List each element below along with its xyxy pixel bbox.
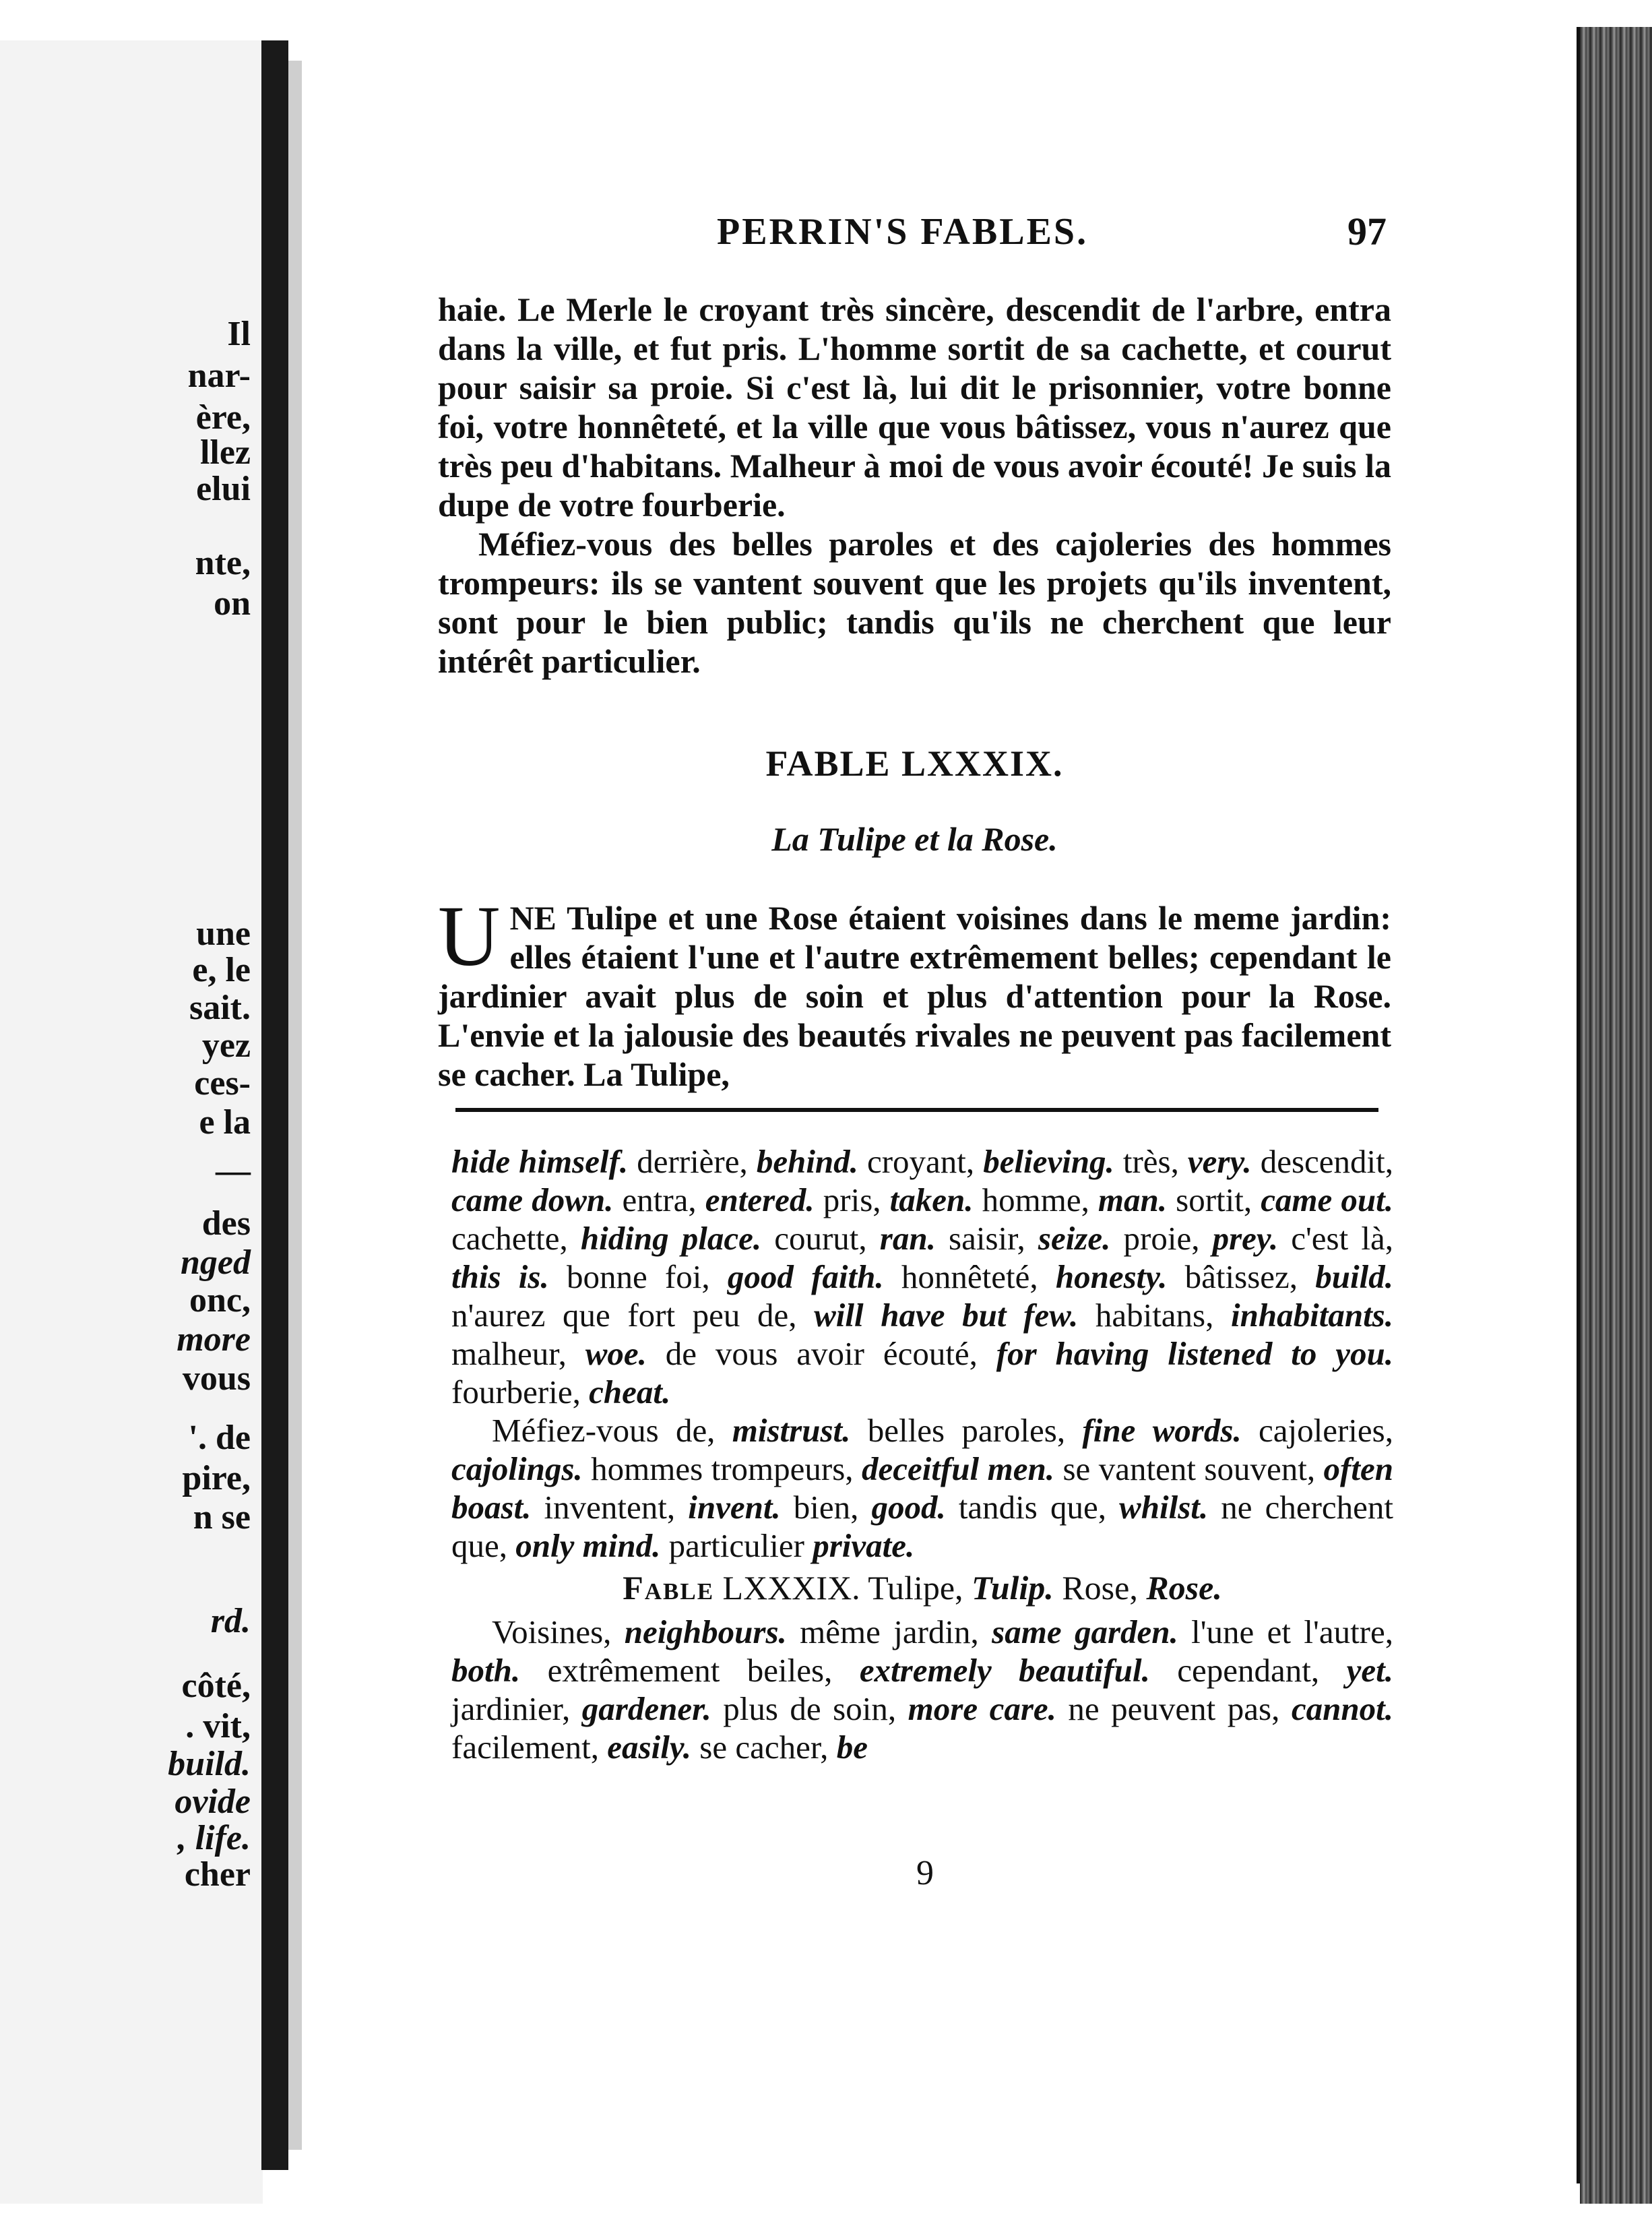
gloss-translation: often boast. — [451, 1450, 1393, 1526]
fable-body — [438, 888, 1391, 1094]
gloss-translation: cannot. — [1291, 1690, 1394, 1727]
facing-page-word: . vit, — [185, 1707, 251, 1745]
gloss-translation: very. — [1187, 1143, 1252, 1180]
gloss-translation: entered. — [705, 1181, 815, 1218]
gloss-translation: this is. — [451, 1258, 549, 1295]
facing-page-word: ère, — [195, 398, 251, 437]
facing-page-word: llez — [199, 433, 251, 472]
facing-page-word: côté, — [181, 1667, 251, 1705]
gloss-translation: whilst. — [1119, 1489, 1209, 1526]
fable-text: NE Tulipe et une Rose étaient voisines dans le meme jardin: elles étaient l'une et l'autre extrêmement belles; cependant le jardinier avait plus de soin et plus d'attention pour la Rose. L'envie et la jalousie des beautés rivales ne peuvent pas facilement se cacher. La Tulipe, — [438, 899, 1391, 1093]
footnote-rule — [455, 1108, 1378, 1112]
gloss-translation: came down. — [451, 1181, 614, 1218]
gloss-translation: more care. — [908, 1690, 1056, 1727]
facing-page-word: e la — [199, 1103, 251, 1142]
gloss-translation: Tulip. — [972, 1569, 1054, 1607]
gloss-translation: Rose. — [1146, 1569, 1222, 1607]
gloss-translation: extremely beautiful. — [859, 1652, 1150, 1689]
facing-page-word: build. — [168, 1745, 251, 1783]
facing-page-word: nged — [181, 1243, 251, 1282]
gloss-translation: invent. — [688, 1489, 781, 1526]
signature-mark: 9 — [916, 1854, 934, 1892]
gloss-translation: hide himself. — [451, 1143, 629, 1180]
facing-page-word: more — [177, 1320, 251, 1359]
gloss-translation: gardener. — [581, 1690, 711, 1727]
facing-page-word: on — [214, 584, 251, 623]
gloss-translation: woe. — [585, 1335, 647, 1372]
running-header: PERRIN'S FABLES. — [717, 211, 1089, 253]
page-number: 97 — [1347, 210, 1387, 253]
gloss-translation: build. — [1315, 1258, 1393, 1295]
gloss-translation: cajolings. — [451, 1450, 583, 1487]
facing-page-word: une — [196, 914, 251, 953]
facing-page-word: n se — [193, 1498, 251, 1537]
fable-title: FABLE LXXXIX. — [765, 743, 1064, 784]
facing-page-word: — — [216, 1152, 251, 1190]
facing-page-word: vous — [182, 1359, 251, 1398]
gloss-translation: inhabitants. — [1230, 1297, 1393, 1334]
facing-page-word: ces- — [194, 1064, 251, 1103]
gloss-translation: private. — [813, 1527, 915, 1564]
gloss-translation: taken. — [889, 1181, 974, 1218]
facing-page-word: , life. — [177, 1819, 251, 1857]
gloss-translation: fine words. — [1082, 1412, 1242, 1449]
gloss-translation: mistrust. — [732, 1412, 851, 1449]
facing-page-word: e, le — [192, 951, 251, 989]
facing-page-word: onc, — [189, 1281, 251, 1320]
gloss-translation: only mind. — [515, 1527, 661, 1564]
gloss-translation: honesty. — [1055, 1258, 1168, 1295]
gloss-translation: easily. — [607, 1729, 692, 1766]
prev-fable-paragraph-1: haie. Le Merle le croyant très sincère, descendit de l'arbre, entra dans la ville, et fut pris. L'homme sortit de sa cachette, et courut pour saisir sa proie. Si c'est là, lui dit le prisonnier, votre bonne foi, votre honnêteté, et la ville que vous bâtissez, vous n'aurez que très peu d'habitans. Malheur à moi de vous avoir écouté! Je suis la dupe de votre fourberie. — [438, 290, 1391, 524]
gutter-shadow — [288, 61, 302, 2150]
gloss-translation: prey. — [1212, 1220, 1279, 1257]
facing-page-word: ovide — [174, 1782, 251, 1821]
facing-page-word: nar- — [187, 356, 251, 395]
notes-paragraph-1: hide himself. derrière, behind. croyant, believing. très, very. descendit, came down. entra, entered. pris, taken. homme, man. sortit, came out. cachette, hiding place. courut, ran. saisir, seize. proie, prey. c'est là, this is. bonne foi, good faith. honnêteté, honesty. bâtissez, build. n'aurez que fort peu de, will have but few. habitans, inhabitants. malheur, woe. de vous avoir écouté, for having listened to you. fourberie, cheat. — [451, 1143, 1394, 1410]
facing-page-word: sait. — [189, 989, 251, 1027]
gloss-translation: yet. — [1346, 1652, 1393, 1689]
notes-heading-fable: Fable — [623, 1569, 715, 1607]
fable-subtitle: La Tulipe et la Rose. — [771, 820, 1058, 858]
facing-page-word: des — [201, 1204, 251, 1243]
gloss-translation: neighbours. — [624, 1613, 787, 1650]
notes-paragraph-3: Voisines, neighbours. même jardin, same garden. l'une et l'autre, both. extrêmement beiles, extremely beautiful. cependant, yet. jardinier, gardener. plus de soin, more care. ne peuvent pas, cannot. facilement, easily. se cacher, be — [451, 1613, 1394, 1766]
facing-page-word: nte, — [195, 544, 251, 582]
gloss-translation: behind. — [756, 1143, 858, 1180]
gloss-translation: ran. — [879, 1220, 936, 1257]
gloss-translation: hiding place. — [580, 1220, 762, 1257]
prev-fable-moral: Méfiez-vous des belles paroles et des cajoleries des hommes trompeurs: ils se vantent souvent que les projets qu'ils inventent, sont pour le bien public; tandis qu'ils ne cherchent que leur intérêt particulier. — [438, 525, 1391, 680]
gloss-translation: be — [836, 1729, 868, 1766]
gloss-translation: man. — [1098, 1181, 1168, 1218]
gloss-translation: deceitful men. — [862, 1450, 1054, 1487]
facing-page-word: yez — [201, 1026, 251, 1065]
facing-page-word: Il — [227, 315, 251, 353]
gloss-translation: both. — [451, 1652, 521, 1689]
notes-paragraph-2: Méfiez-vous de, mistrust. belles paroles, fine words. cajoleries, cajolings. hommes trompeurs, deceitful men. se vantent souvent, often boast. inventent, invent. bien, good. tandis que, whilst. ne cherchent que, only mind. particulier private. — [451, 1412, 1394, 1564]
facing-page-word: elui — [196, 470, 251, 508]
facing-page-word: cher — [184, 1855, 251, 1894]
page-edge-texture — [1580, 27, 1652, 2204]
vocabulary-notes — [451, 1142, 1393, 1766]
drop-cap: U — [438, 888, 501, 984]
gloss-translation: good faith. — [727, 1258, 884, 1295]
facing-page-word: rd. — [210, 1602, 251, 1640]
notes-heading-rest: LXXXIX. Tulipe, Tulip. Rose, Rose. — [714, 1569, 1222, 1607]
gloss-translation: good. — [871, 1489, 946, 1526]
gloss-translation: seize. — [1038, 1220, 1111, 1257]
facing-page-word: pire, — [182, 1459, 251, 1497]
notes-heading — [451, 1569, 1393, 1607]
book-gutter — [261, 40, 288, 2170]
gloss-translation: same garden. — [992, 1613, 1178, 1650]
gloss-translation: will have but few. — [814, 1297, 1079, 1334]
gloss-translation: cheat. — [589, 1373, 671, 1410]
prev-fable-text — [438, 290, 1391, 681]
facing-page-word: '. de — [188, 1419, 251, 1457]
gloss-translation: believing. — [983, 1143, 1114, 1180]
gloss-translation: came out. — [1261, 1181, 1394, 1218]
gloss-translation: for having listened to you. — [996, 1335, 1394, 1372]
